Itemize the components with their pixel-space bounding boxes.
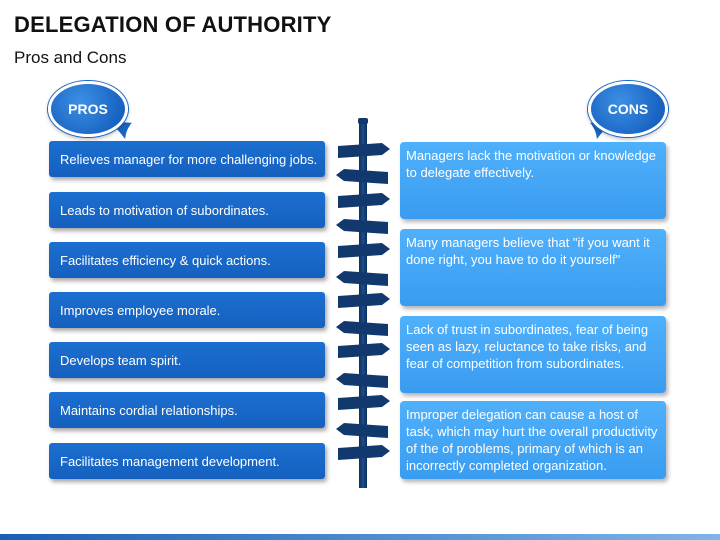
con-item-1: Managers lack the motivation or knowledge to delegate effectively.: [400, 142, 666, 219]
pro-item-3: Facilitates efficiency & quick actions.: [49, 242, 325, 278]
pro-item-7: Facilitates management development.: [49, 443, 325, 479]
pro-item-2: Leads to motivation of subordinates.: [49, 192, 325, 228]
cons-bubble: CONS: [588, 81, 668, 137]
pro-item-5: Develops team spirit.: [49, 342, 325, 378]
pro-item-6: Maintains cordial relationships.: [49, 392, 325, 428]
con-item-3: Lack of trust in subordinates, fear of being seen as lazy, reluctance to take risks, and fear of competition from subordinates.: [400, 316, 666, 393]
pros-bubble: PROS: [48, 81, 128, 137]
bottom-accent-bar: [0, 534, 720, 540]
signpost-graphic: [328, 118, 398, 490]
con-item-2: Many managers believe that "if you want it done right, you have to do it yourself": [400, 229, 666, 306]
pro-item-1: Relieves manager for more challenging jobs.: [49, 141, 325, 177]
page-subtitle: Pros and Cons: [14, 48, 127, 67]
con-item-4: Improper delegation can cause a host of task, which may hurt the overall productivity of the of problems, primary of which is an incorrectly completed organization.: [400, 401, 666, 479]
pro-item-4: Improves employee morale.: [49, 292, 325, 328]
page-title: DELEGATION OF AUTHORITY: [14, 12, 332, 37]
